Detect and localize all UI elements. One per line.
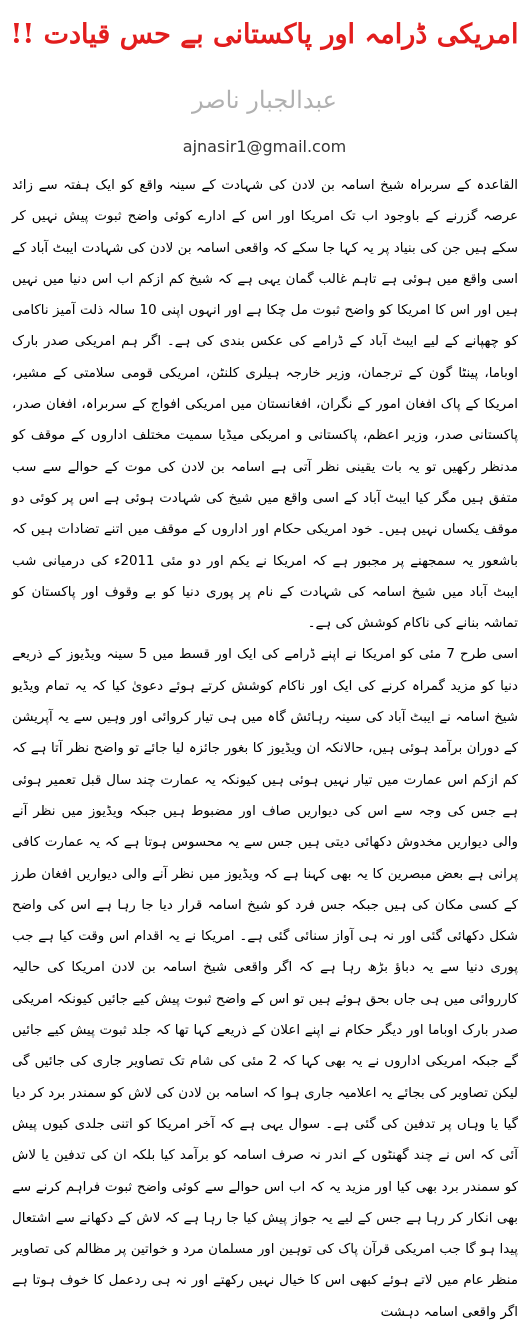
article-body: [12, 170, 518, 1328]
article-title: امریکی ڈرامہ اور پاکستانی بے حس قیادت !!: [10, 19, 519, 50]
article-paragraph: اسی طرح 7 مئی کو امریکا نے اپنے ڈرامے کی ایک اور قسط میں 5 سینہ ویڈیوز کے ذریعے دنیا کو مزید گمراہ کرنے کی ایک اور ناکام کوشش کرتے ہوئے دعویٰ کیا کہ یہ تمام ویڈیو شیخ اسامہ نے ایبٹ آباد کی سینہ رہائش گاہ میں ہی تیار کروائی اور وہیں سے یہ آپریشن کے دوران برآمد ہوئی ہیں، حالانکہ ان ویڈیوز کا بغور جائزہ لیا جائے تو واضح نظر آتا ہے کہ کم ازکم اس عمارت میں تیار نہیں ہوئی ہیں کیونکہ یہ عمارت چند سال قبل تعمیر ہوئی ہے جس کی وجہ سے اس کی دیواریں صاف اور مضبوط ہیں جبکہ ویڈیوز میں نظر آنے والی دیواریں مخدوش دکھائی دیتی ہیں جس سے یہ محسوس ہوتا ہے کہ یہ عمارت کافی پرانی ہے بعض مبصرین کا یہ بھی کہنا ہے کہ ویڈیوز میں نظر آنے والی دیواریں افغان طرز کے کسی مکان کی ہیں جبکہ جس فرد کو شیخ اسامہ قرار دیا جا رہا ہے اس کی واضح شکل دکھائی گئی اور نہ ہی آواز سنائی گئی ہے۔ امریکا نے یہ اقدام اس وقت کیا ہے جب پوری دنیا سے یہ دباؤ بڑھ رہا ہے کہ اگر واقعی شیخ اسامہ بن لادن امریکا کی حالیہ کارروائی میں ہی جاں بحق ہوئے ہیں تو اس کے واضح ثبوت پیش کیے جائیں کیونکہ امریکی صدر بارک اوباما اور دیگر حکام نے اپنے اعلان کے ذریعے کہا تھا کہ جلد ثبوت پیش کیے جائیں گے جبکہ امریکی اداروں نے یہ بھی کہا کہ 2 مئی کی شام تک تصاویر جاری کی جائیں گی لیکن تصاویر کی بجائے یہ اعلامیہ جاری ہوا کہ اسامہ بن لادن کی لاش کو سمندر برد کر دیا گیا یا وہاں پر تدفین کی گئی ہے۔ سوال یہی ہے کہ آخر امریکا کو اتنی جلدی کیوں پیش آئی کہ اس نے چند گھنٹوں کے اندر نہ صرف اسامہ کو برآمد کیا بلکہ ان کی تدفین یا لاش کو سمندر برد بھی کیا اور مزید یہ کہ اب اس حوالے سے کوئی واضح ثبوت فراہم کرنے سے بھی انکار کر رہا ہے جس کے لیے یہ جواز پیش کیا جا رہا ہے کہ لاش کے دکھانے سے اشتعال پیدا ہو گا جب امریکی قرآن پاک کی توہین اور مسلمان مرد و خواتین پر مظالم کی تصاویر منظر عام میں لاتے ہوئے کبھی اس کا خیال نہیں رکھتے اور نہ ہی ردعمل کا خوف ہوتا ہے اگر واقعی اسامہ دہشت: [12, 647, 518, 1320]
author-email: ajnasir1@gmail.com: [182, 137, 347, 156]
author-name: عبدالجبار ناصر: [191, 86, 338, 114]
article-paragraph: القاعدہ کے سربراہ شیخ اسامہ بن لادن کی شہادت کے سینہ واقع کو ایک ہفتہ سے زائد عرصہ گزرنے کے باوجود اب تک امریکا اور اس کے ادارے کوئی واضح ثبوت پیش نہیں کر سکے ہیں جن کی بنیاد پر یہ کہا جا سکے کہ واقعی اسامہ بن لادن کی شہادت ایبٹ آباد کے اسی واقع میں ہوئی ہے تاہم غالب گمان یہی ہے کہ شیخ کم ازکم اب اس دنیا میں نہیں ہیں اور اس کا امریکا کو واضح ثبوت مل چکا ہے اور انہوں اپنی 10 سالہ ذلت آمیز ناکامی کو چھپانے کے لیے ایبٹ آباد کے ڈرامے کی عکس بندی کی ہے۔ اگر ہم امریکی صدر بارک اوباما، پینٹا گون کے ترجمان، وزیر خارجہ ہیلری کلنٹن، امریکی قومی سلامتی کے مشیر، امریکا کے پاک افغان امور کے نگران، افغانستان میں امریکی افواج کے سربراہ، افغان صدر، پاکستانی صدر، وزیر اعظم، پاکستانی و امریکی میڈیا سمیت مختلف اداروں کے موقف کو مدنظر رکھیں تو یہ بات یقینی نظر آتی ہے اسامہ بن لادن کی موت کے حوالے سے سب متفق ہیں مگر کیا ایبٹ آباد کے اسی واقع میں شیخ کی شہادت ہوئی ہے اس پر کوئی دو موقف یکساں نہیں ہیں۔ خود امریکی حکام اور اداروں کے موقف میں اتنے تضادات ہیں کہ باشعور یہ سمجھنے پر مجبور ہے کہ امریکا نے یکم اور دو مئی 2011ء کی درمیانی شب ایبٹ آباد میں شیخ اسامہ کی شہادت کے نام پر پوری دنیا کو بے وقوف اور پاکستان کو تماشہ بنانے کی ناکام کوشش کی ہے۔: [12, 178, 518, 632]
